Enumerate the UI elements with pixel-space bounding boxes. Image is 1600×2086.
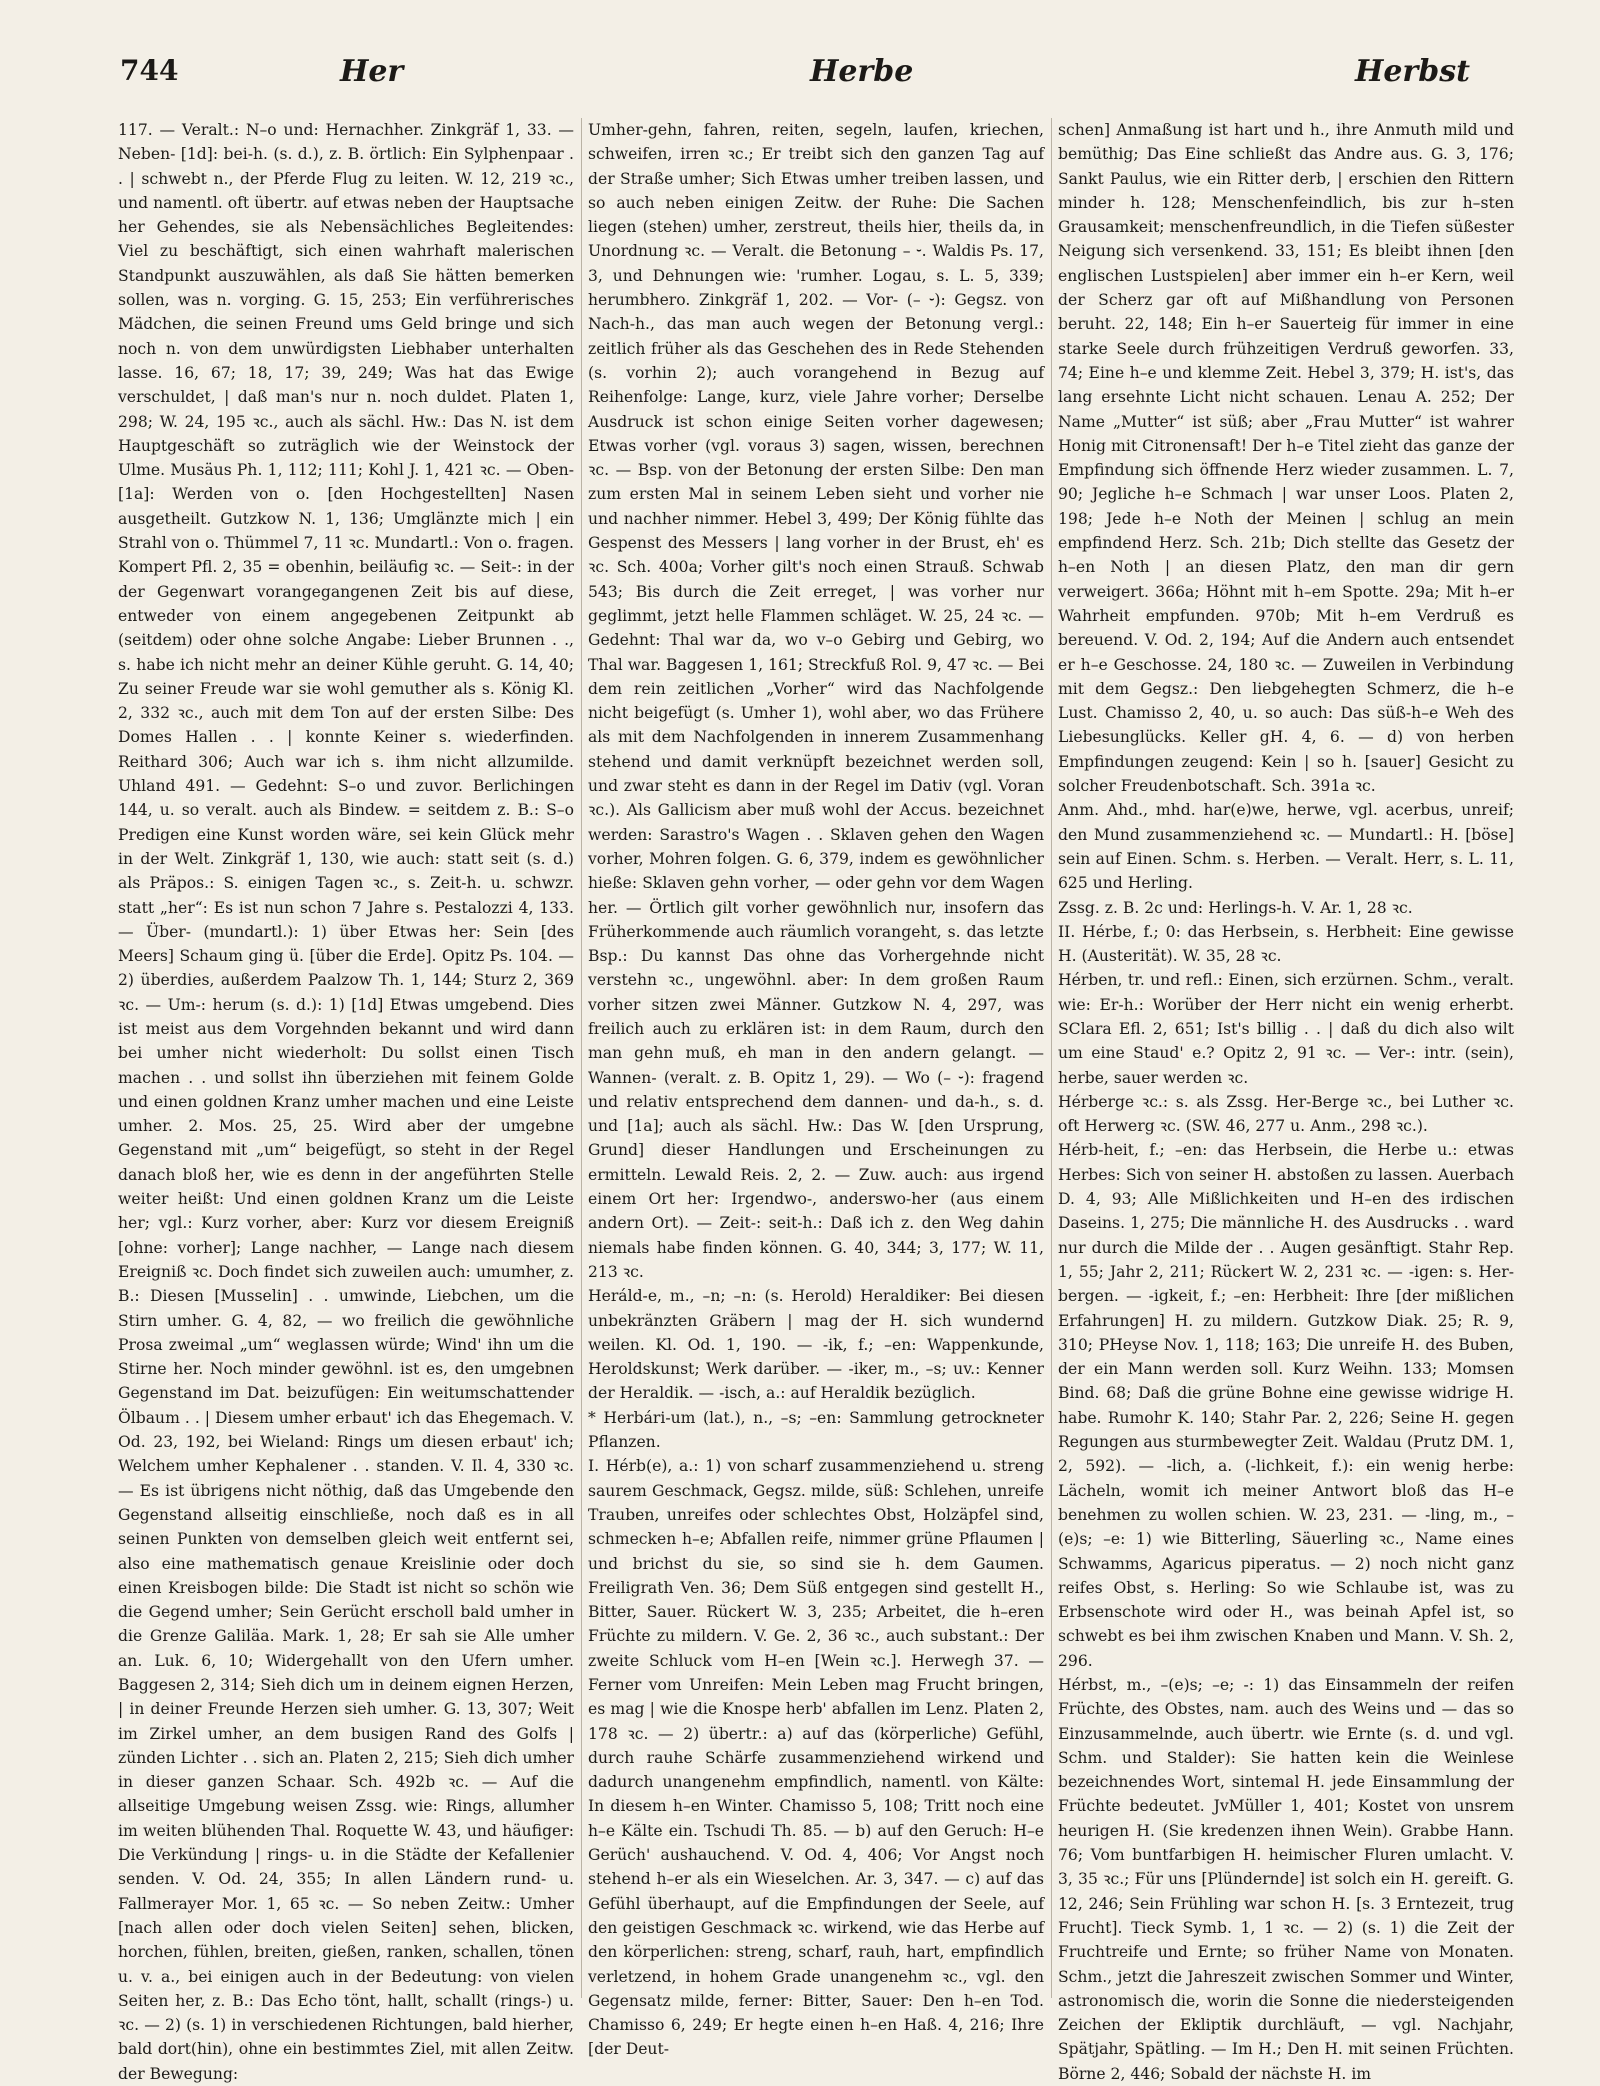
- entry-herberge: Hérberge ꝛc.: s. als Zssg. Her-Berge ꝛc., bei Luther ꝛc. oft Herwerg ꝛc. (SW. 46, 277 u. Anm., 298 ꝛc.).: [1058, 1092, 1514, 1136]
- entry-text: 117. — Veralt.: N–o und: Hernachher. Zinkgräf 1, 33. — Neben- [1d]: bei-h. (s. d.), z. B. örtlich: Ein Sylphenpaar . . | schwebt n., der Pferde Flug zu leiten. W. 12, 219 ꝛc., und namentl. oft übertr. auf etwas neben der Hauptsache her Gehendes, sie als Nebensächliches Begleitendes: Viel zu beschäftigt, sich einen wahrhaft malerischen Standpunkt auszuwählen, als daß Sie hätten bemerken sollen, was n. vorging. G. 15, 253; Ein verführerisches Mädchen, die seinen Freund ums Geld bringe und sich noch n. von dem unwürdigsten Liebhaber unterhalten lasse. 16, 67; 18, 17; 39, 249; Was hat das Ewige verschuldet, | daß man's nur n. noch duldet. Platen 1, 298; W. 24, 195 ꝛc., auch als sächl. Hw.: Das N. ist dem Hauptgeschäft so zuträglich wie der Weinstock der Ulme. Musäus Ph. 1, 112; 111; Kohl J. 1, 421 ꝛc. — Oben- [1a]: Werden von o. [den Hochgestellten] Nasen ausgetheilt. Gutzkow N. 1, 136; Umglänzte mich | ein Strahl von o. Thümmel 7, 11 ꝛc. Mundartl.: Von o. fragen. Kompert Pfl. 2, 35 = obenhin, beiläufig ꝛc. — Seit-: in der der Gegenwart vorangegangenen Zeit bis auf diese, entweder von einem angegebenen Zeitpunkt ab (seitdem) oder ohne solche Angabe: Lieber Brunnen . ., s. habe ich nicht mehr an deiner Kühle geruht. G. 14, 40; Zu seiner Freude war sie wohl gemuther als s. König Kl. 2, 332 ꝛc., auch mit dem Ton auf der ersten Silbe: Des Domes Hallen . . | konnte Keiner s. wiederfinden. Reithard 306; Auch war ich s. ihm nicht allzumilde. Uhland 491. — Gedehnt: S–o und zuvor. Berlichingen 144, u. so veralt. auch als Bindew. = seitdem z. B.: S–o Predigen eine Kunst worden wäre, sei kein Glück mehr in der Welt. Zinkgräf 1, 130, wie auch: statt seit (s. d.) als Präpos.: S. einigen Tagen ꝛc., s. Zeit-h. u. schwzr. statt „her“: Es ist nun schon 7 Jahre s. Pestalozzi 4, 133. — Über- (mundartl.): 1) über Etwas her: Sein [des Meers] Schaum ging ü. [über die Erde]. Opitz Ps. 104. — 2) überdies, außerdem Paalzow Th. 1, 144; Sturz 2, 369 ꝛc. — Um-: herum (s. d.): 1) [1d] Etwas umgebend. Dies ist meist aus dem Vorgehnden bekannt und wird dann bei umher nicht wiederholt: Du sollst einen Tisch machen . . und sollst ihn überziehen mit feinem Golde und einen goldnen Kranz umher machen und eine Leiste umher. 2. Mos. 25, 25. Wird aber der umgebne Gegenstand mit „um“ beigefügt, so steht in der Regel danach bloß her, wie es denn in der angeführten Stelle weiter heißt: Und einen goldnen Kranz um die Leiste her; vgl.: Kurz vorher, aber: Kurz vor diesem Ereigniß [ohne: vorher]; Lange nachher, — Lange nach diesem Ereigniß ꝛc. Doch findet sich zuweilen auch: umumher, z. B.: Diesen [Musselin] . . umwinde, Liebchen, um die Stirn umher. G. 4, 82, — wo freilich die gewöhnliche Prosa zweimal „um“ weglassen würde; Wind' ihn um die Stirne her. Noch minder gewöhnl. ist es, den umgebnen Gegenstand im Dat. beizufügen: Ein weitumschattender Ölbaum . . | Diesem umher erbaut' ich das Ehegemach. V. Od. 23, 192, bei Wieland: Rings um diesen erbaut' ich; Welchem umher Kephalener . . standen. V. Il. 4, 330 ꝛc. — Es ist übrigens nicht nöthig, daß das Umgebende den Gegenstand allseitig einschließe, noch daß es in all seinen Punkten von demselben gleich weit entfernt sei, also eine mathematisch genaue Kreislinie oder doch einen Kreisbogen bilde: Die Stadt ist nicht so schön wie die Gegend umher; Sein Gerücht erscholl bald umher in die Grenze Galiläa. Mark. 1, 28; Er sah sie Alle umher an. Luk. 6, 10; Widergehallt von den Ufern umher. Baggesen 2, 314; Sieh dich um in deinem eignen Herzen, | in deiner Freunde Herzen sieh umher. G. 13, 307; Weit im Zirkel umher, an dem busigen Rand des Golfs | zünden Lichter . . sich an. Platen 2, 215; Sieh dich umher in dieser ganzen Schaar. Sch. 492b ꝛc. — Auf die allseitige Umgebung weisen Zssg. wie: Rings, allumher im weiten blühenden Thal. Roquette W. 43, und häufiger: Die Verkündung | rings- u. in die Städte der Kefallenier senden. V. Od. 24, 355; In allen Ländern rund- u. Fallmerayer Mor. 1, 65 ꝛc. — So neben Zeitw.: Umher [nach allen oder doch vielen Seiten] sehen, blicken, horchen, fühlen, breiten, gießen, ranken, schallen, tönen u. v. a., bei einigen auch in der Bedeutung: von vielen Seiten her, z. B.: Das Echo tönt, hallt, schallt (rings-) u. ꝛc. — 2) (s. 1) in verschiedenen Richtungen, bald hierher, bald dort(hin), ohne ein bestimmtes Ziel, mit allen Zeitw. der Bewegung:: [118, 121, 574, 2083]
- entry-herbheit: Hérb-heit, f.; –en: das Herbsein, die Herbe u.: etwas Herbes: Sich von seiner H. abstoßen zu lassen. Auerbach D. 4, 93; Alle Mißlichkeiten und H–en des irdischen Daseins. 1, 275; Die männliche H. des Ausdrucks . . ward nur durch die Milde der . . Augen gesänftigt. Stahr Rep. 1, 55; Jahr 2, 211; Rückert W. 2, 231 ꝛc. — -igen: s. Her-bergen. — -igkeit, f.; –en: Herbheit: Ihre [der mißlichen Erfahrungen] H. zu mildern. Gutzkow Diak. 25; R. 9, 310; PHeyse Nov. 1, 118; 163; Die unreife H. des Buben, der ein Mann werden soll. Kurz Weihn. 133; Momsen Bind. 68; Daß die grüne Bohne eine gewisse widrige H. habe. Rumohr K. 140; Stahr Par. 2, 226; Seine H. gegen Regungen aus sturmbewegter Zeit. Waldau (Prutz DM. 1, 2, 592). — -lich, a. (-lichkeit, f.): ein wenig herbe: Lächeln, womit ich meiner Antwort bloß das H–e benehmen zu wollen schien. W. 23, 231. — -ling, m., –(e)s; –e: 1) wie Bitterling, Säuerling ꝛc., Name eines Schwamms, Agaricus piperatus. — 2) noch nicht ganz reifes Obst, s. Herling: So wie Schlaube ist, was zu Erbsenschote wird oder H., was beinah Apfel ist, so schwebt es bei ihm zwischen Knaben und Mann. V. Sh. 2, 296.: [1058, 1141, 1514, 1670]
- text-columns: [118, 118, 1514, 2083]
- entry-heraldik: Heráld-e, m., –n; –n: (s. Herold) Heraldiker: Bei diesen unbekränzten Gräbern | mag der H. sich wundernd weilen. Kl. Od. 1, 190. — -ik, f.; –en: Wappenkunde, Heroldskunst; Werk darüber. — -iker, m., –s; uv.: Kenner der Heraldik. — -isch, a.: auf Heraldik bezüglich.: [588, 1287, 1044, 1403]
- entry-text: Umher-gehn, fahren, reiten, segeln, laufen, kriechen, schweifen, irren ꝛc.; Er treibt sich den ganzen Tag auf der Straße umher; Sich Etwas umher treiben lassen, und so auch neben einigen Zeitw. der Ruhe: Die Sachen liegen (stehen) umher, zerstreut, theils hier, theils da, in Unordnung ꝛc. — Veralt. die Betonung – ⏑. Waldis Ps. 17, 3, und Dehnungen wie: 'rumher. Logau, s. L. 5, 339; herumbhero. Zinkgräf 1, 202. — Vor- (– ⏑): Gegsz. von Nach-h., das man auch wegen der Betonung vergl.: zeitlich früher als das Geschehen des in Rede Stehenden (s. vorhin 2); auch vorangehend in Bezug auf Reihenfolge: Lange, kurz, viele Jahre vorher; Derselbe Ausdruck ist schon einige Seiten vorher dagewesen; Etwas vorher (vgl. voraus 3) sagen, wissen, berechnen ꝛc. — Bsp. von der Betonung der ersten Silbe: Den man zum ersten Mal in seinem Leben sieht und vorher nie und nachher nimmer. Hebel 3, 499; Der König fühlte das Gespenst des Messers | lang vorher in der Brust, eh' es ꝛc. Sch. 400a; Vorher gilt's noch einen Strauß. Schwab 543; Bis durch die Zeit erreget, | was vorher nur geglimmt, jetzt helle Flammen schläget. W. 25, 24 ꝛc. — Gedehnt: Thal war da, wo v–o Gebirg und Gebirg, wo Thal war. Baggesen 1, 161; Streckfuß Rol. 9, 47 ꝛc. — Bei dem rein zeitlichen „Vorher“ wird das Nachfolgende nicht beigefügt (s. Umher 1), wohl aber, wo das Frühere als mit dem Nachfolgenden in innerem Zusammenhang stehend und damit verknüpft bezeichnet werden soll, und zwar steht es dann in der Regel im Dativ (vgl. Voran ꝛc.). Als Gallicism aber muß wohl der Accus. bezeichnet werden: Sarastro's Wagen . . Sklaven gehen den Wagen vorher, Mohren folgen. G. 6, 379, indem es gewöhnlicher hieße: Sklaven gehn vorher, — oder gehn vor dem Wagen her. — Örtlich gilt vorher gewöhnlich nur, insofern das Früherkommende auch räumlich vorangeht, s. das letzte Bsp.: Du kannst Das ohne das Vorhergehnde nicht verstehn ꝛc., ungewöhnl. aber: In dem großen Raum vorher sitzen zwei Männer. Gutzkow N. 4, 297, was freilich auch zu erklären ist: in dem Raum, durch den man gehn muß, eh man in den andern gelangt. — Wannen- (veralt. z. B. Opitz 1, 29). — Wo (– ⏑): fragend und relativ entsprechend dem dannen- und da-h., s. d. und [1a]; auch als sächl. Hw.: Das W. [den Ursprung, Grund] dieser Handlungen und Erscheinungen zu ermitteln. Lewald Reis. 2, 2. — Zuw. auch: aus irgend einem Ort her: Irgendwo-, anderswo-her (aus einem andern Ort). — Zeit-: seit-h.: Daß ich z. den Weg dahin niemals habe finden können. G. 40, 344; 3, 177; W. 11, 213 ꝛc.: [588, 121, 1044, 1281]
- entry-note: Anm. Ahd., mhd. har(e)we, herwe, vgl. acerbus, unreif; den Mund zusammenziehend ꝛc. — Mundartl.: H. [böse] sein auf Einen. Schm. s. Herben. — Veralt. Herr, s. L. 11, 625 und Herling.: [1058, 801, 1514, 893]
- entry-herbe-noun: II. Hérbe, f.; 0: das Herbsein, s. Herbheit: Eine gewisse H. (Austerität). W. 35, 28 ꝛc.: [1058, 922, 1514, 966]
- entry-herbst: Hérbst, m., –(e)s; –e; -: 1) das Einsammeln der reifen Früchte, des Obstes, nam. auch des Weins und — das so Einzusammelnde, auch übertr. wie Ernte (s. d. und vgl. Schm. und Stalder): Sie hatten kein die Weinlese bezeichnendes Wort, sintemal H. jede Einsammlung der Früchte bedeutet. JvMüller 1, 401; Kostet von unsrem heurigen H. (Sie kredenzen ihnen Wein). Grabbe Hann. 76; Vom buntfarbigen H. heimischer Fluren umlacht. V. 3, 35 ꝛc.; Für uns [Plündernde] ist solch ein H. gereift. G. 12, 246; Sein Frühling war schon H. [s. 3 Erntezeit, trug Frucht]. Tieck Symb. 1, 1 ꝛc. — 2) (s. 1) die Zeit der Fruchtreife und Ernte; so früher Name von Monaten. Schm., jetzt die Jahreszeit zwischen Sommer und Winter, astronomisch die, worin die Sonne die niedersteigenden Zeichen der Ekliptik durchläuft, — vgl. Nachjahr, Spätjahr, Spätling. — Im H.; Den H. mit seinen Früchten. Börne 2, 446; Sobald der nächste H. im: [1058, 1676, 1514, 2083]
- column-right: [1058, 118, 1514, 2083]
- entry-herben: Hérben, tr. und refl.: Einen, sich erzürnen. Schm., veralt. wie: Er-h.: Worüber der Herr nicht ein wenig erherbt. SClara Efl. 2, 651; Ist's billig . . | daß du dich also wilt um eine Staud' e.? Opitz 2, 91 ꝛc. — Ver-: intr. (sein), herbe, sauer werden ꝛc.: [1058, 971, 1514, 1087]
- entry-compound: Zssg. z. B. 2c und: Herlings-h. V. Ar. 1, 28 ꝛc.: [1058, 898, 1413, 917]
- column-left: [118, 118, 574, 2083]
- running-head-center: Herbe: [810, 54, 914, 89]
- entry-text: schen] Anmaßung ist hart und h., ihre Anmuth mild und bemüthig; Das Eine schließt das Andre aus. G. 3, 176; Sankt Paulus, wie ein Ritter derb, | erschien den Rittern minder h. 128; Menschenfeindlich, bis zur h–sten Grausamkeit; menschenfreundlich, in die Tiefen süßester Neigung sich versenkend. 33, 151; Es bleibt ihnen [den englischen Lustspielen] aber immer ein h–er Kern, weil der Scherz gar oft auf Mißhandlung von Personen beruht. 22, 148; Ein h–er Sauerteig für immer in eine starke Seele durch frühzeitigen Verdruß geworfen. 33, 74; Eine h–e und klemme Zeit. Hebel 3, 379; H. ist's, das lang ersehnte Licht nicht schauen. Lenau A. 252; Der Name „Mutter“ ist süß; aber „Frau Mutter“ ist wahrer Honig mit Citronensaft! Der h–e Titel zieht das ganze der Empfindung sich öffnende Herz wieder zusammen. L. 7, 90; Jegliche h–e Schmach | war unser Loos. Platen 2, 198; Jede h–e Noth der Meinen | schlug an mein empfindend Herz. Sch. 21b; Dich stellte das Gesetz der h–en Noth | an diesen Platz, den man dir gern verweigert. 366a; Höhnt mit h–em Spotte. 29a; Mit h–er Wahrheit empfunden. 970b; Mit h–em Verdruß es bereuend. V. Od. 2, 194; Auf die Andern auch entsendet er h–e Geschosse. 24, 180 ꝛc. — Zuweilen in Verbindung mit dem Gegsz.: Den liebgehegten Schmerz, die h–e Lust. Chamisso 2, 40, u. so auch: Das süß-h–e Weh des Liebesunglücks. Keller gH. 4, 6. — d) von herben Empfindungen zeugend: Kein | so h. [sauer] Gesicht zu solcher Freudenbotschaft. Sch. 391a ꝛc.: [1058, 121, 1514, 796]
- entry-herbarium: * Herbári-um (lat.), n., –s; –en: Sammlung getrockneter Pflanzen.: [588, 1408, 1044, 1452]
- page-header: [120, 54, 1510, 94]
- running-head-right: Herbst: [1355, 54, 1470, 89]
- running-head-left: Her: [340, 54, 404, 89]
- column-middle: [588, 118, 1044, 2059]
- entry-herb: I. Hérb(e), a.: 1) von scharf zusammenziehend u. streng saurem Geschmack, Gegsz. milde, süß: Schlehen, unreife Trauben, unreifes oder schlechtes Obst, Holzäpfel sind, schmecken h–e; Abfallen reife, nimmer grüne Pflaumen | und brichst du sie, so sind sie h. dem Gaumen. Freiligrath Ven. 36; Dem Süß entgegen sind gestellt H., Bitter, Sauer. Rückert W. 3, 235; Arbeitet, die h–eren Früchte zu mildern. V. Ge. 2, 36 ꝛc., auch substant.: Der zweite Schluck vom H–en [Wein ꝛc.]. Herwegh 37. — Ferner vom Unreifen: Mein Leben mag Frucht bringen, es mag | wie die Knospe herb' abfallen im Lenz. Platen 2, 178 ꝛc. — 2) übertr.: a) auf das (körperliche) Gefühl, durch rauhe Schärfe zusammenziehend wirkend und dadurch unangenehm empfindlich, namentl. von Kälte: In diesem h–en Winter. Chamisso 5, 108; Tritt noch eine h–e Kälte ein. Tschudi Th. 85. — b) auf den Geruch: H–e Gerüch' aushauchend. V. Od. 4, 406; Vor Angst noch stehend h–er als ein Wieselchen. Ar. 3, 347. — c) auf das Gefühl überhaupt, auf die Empfindungen der Seele, auf den geistigen Geschmack ꝛc. wirkend, wie das Herbe auf den körperlichen: streng, scharf, rauh, hart, empfindlich verletzend, in hohem Grade unangenehm ꝛc., vgl. den Gegensatz milde, ferner: Bitter, Sauer: Den h–en Tod. Chamisso 6, 249; Er hegte einen h–en Haß. 4, 216; Ihre [der Deut-: [588, 1457, 1044, 2059]
- page-number: 744: [120, 54, 179, 87]
